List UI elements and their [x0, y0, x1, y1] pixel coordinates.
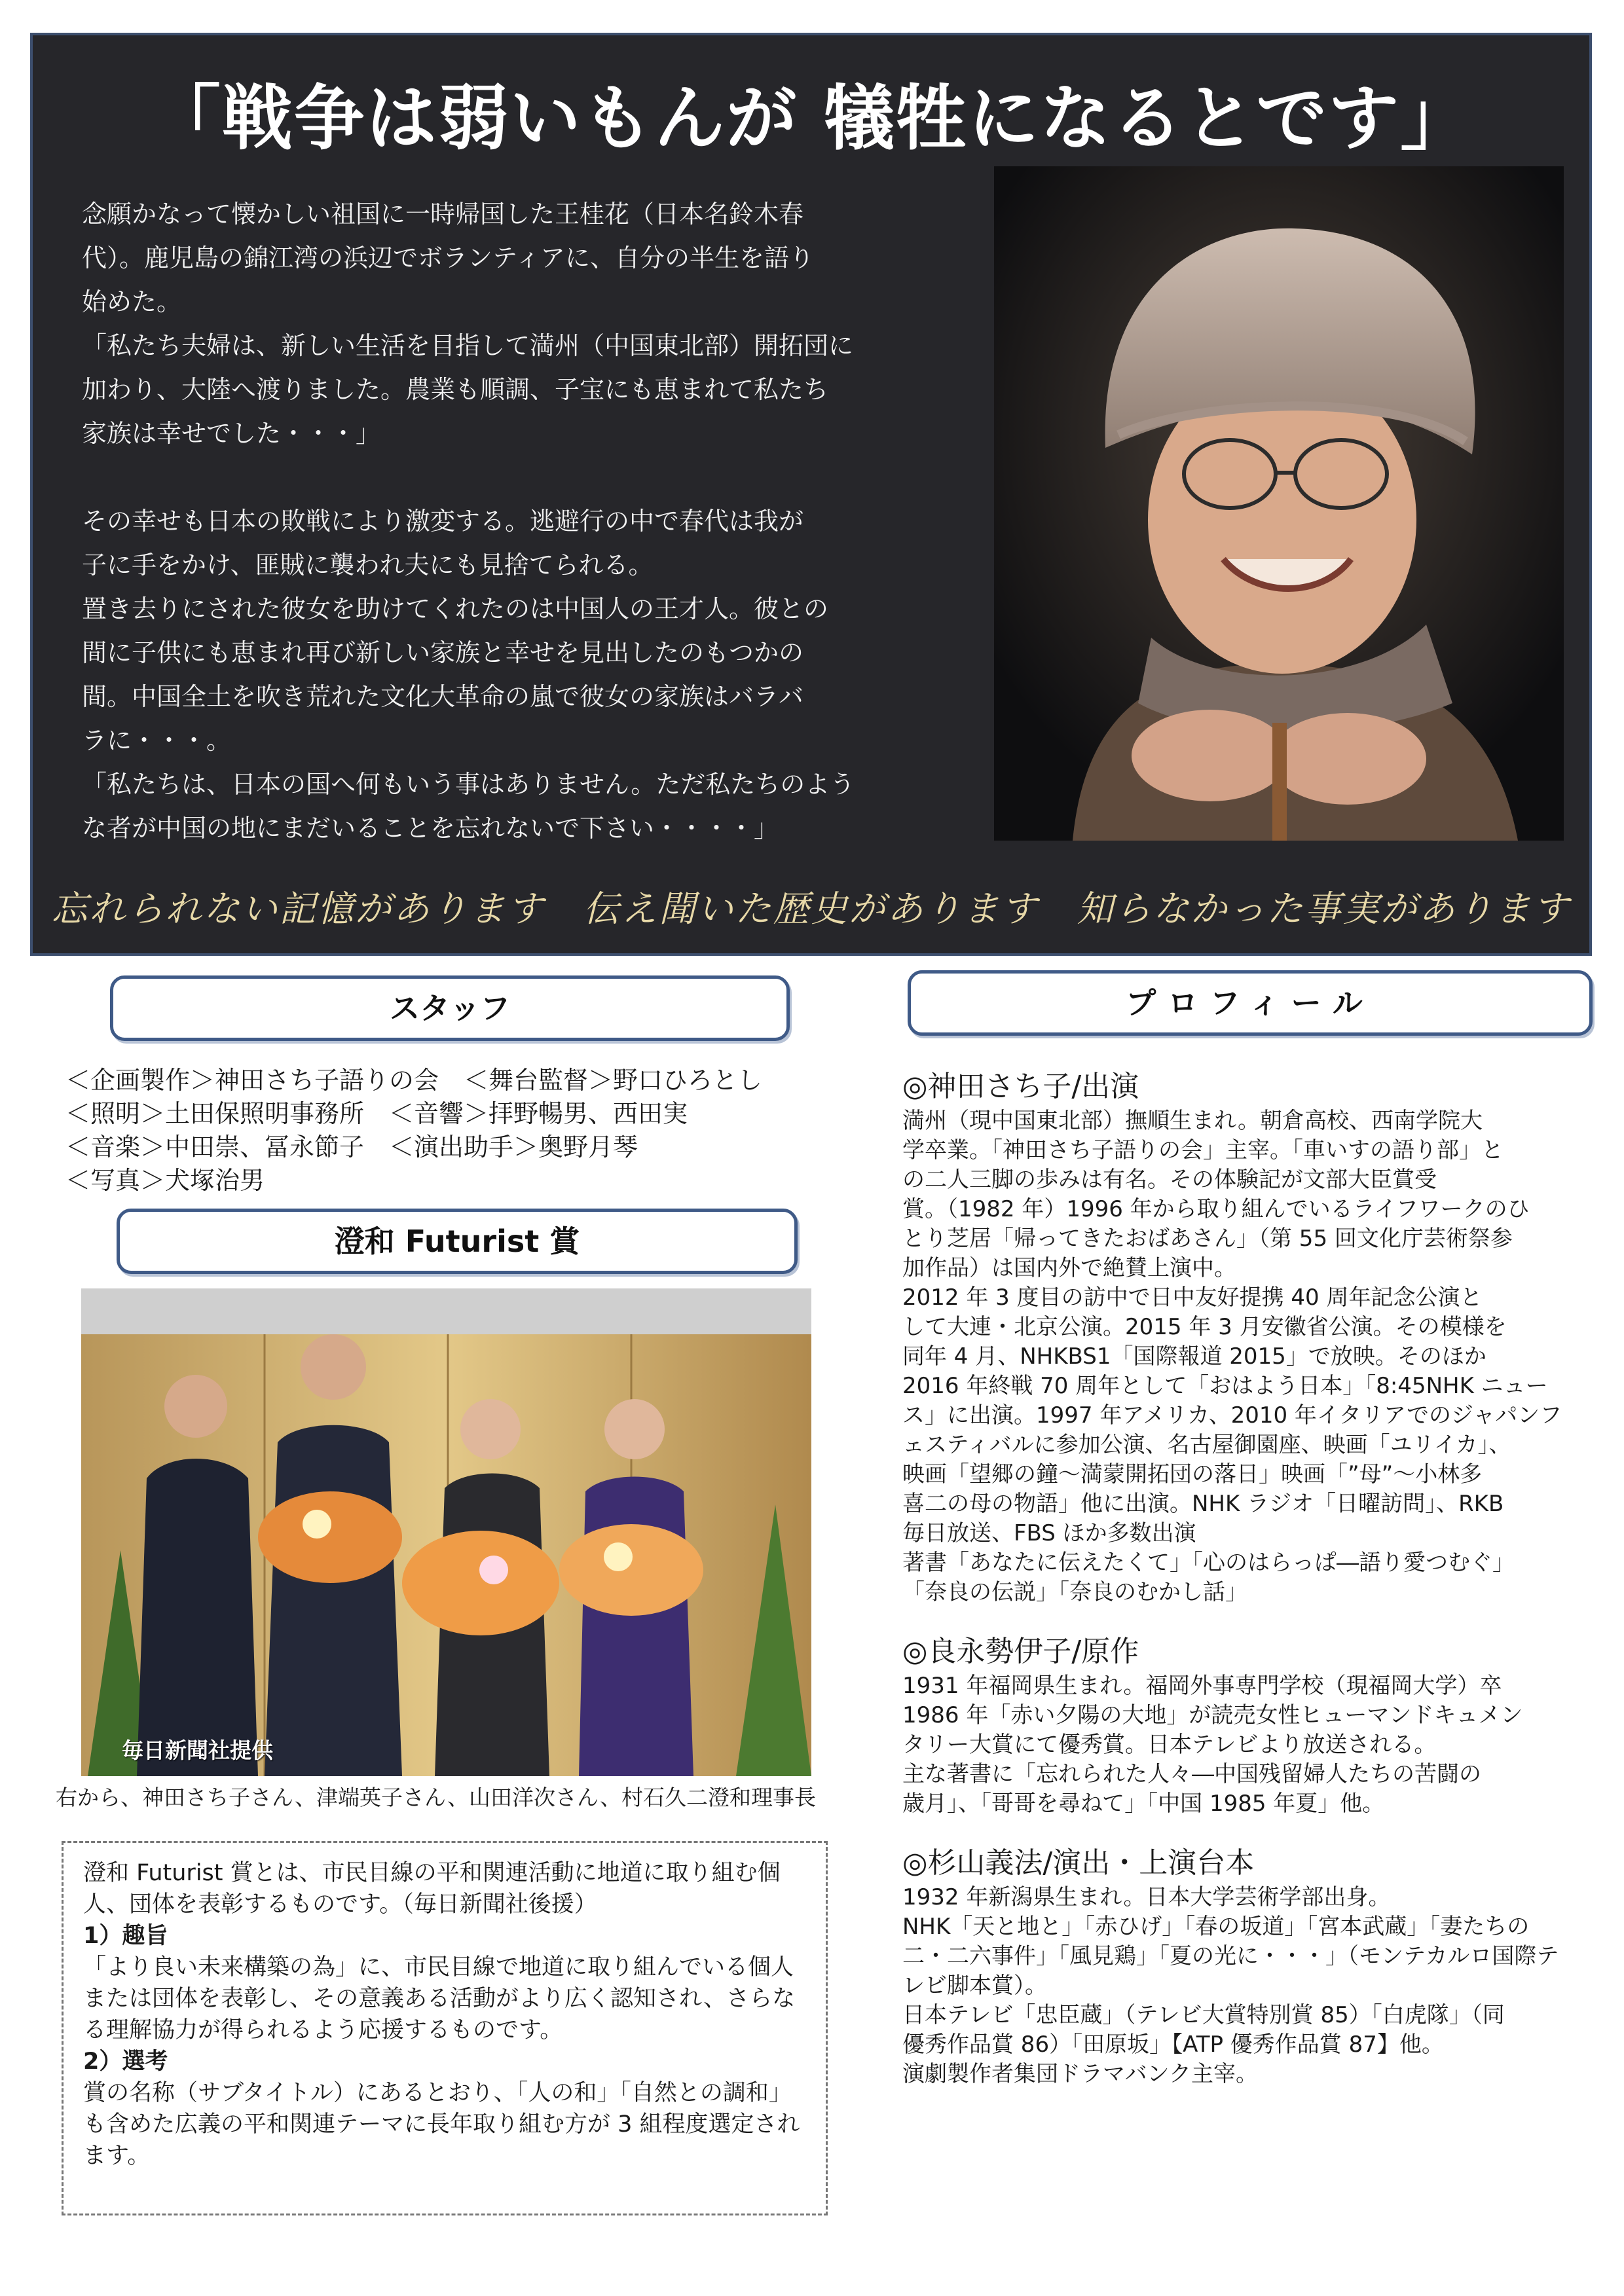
profile-name: ◎良永勢伊子/原作 — [902, 1635, 1139, 1668]
story-line: 「私たちは、日本の国へ何もいう事はありません。ただ私たちのよう — [82, 770, 855, 799]
profile-line: 歳月」、「哥哥を尋ねて」「中国 1985 年夏」他。 — [902, 1791, 1385, 1817]
story-line: 子に手をかけ、匪賊に襲われ夫にも見捨てられる。 — [82, 551, 654, 579]
award-ceremony-photo — [81, 1288, 811, 1776]
profile-line: 1931 年福岡県生まれ。福岡外事専門学校（現福岡大学）卒 — [902, 1673, 1502, 1699]
profile-line: の二人三脚の歩みは有名。その体験記が文部大臣賞受 — [902, 1167, 1437, 1193]
award-selection-text: 賞の名称（サブタイトル）にあるとおり、「人の和」「自然との調和」も含めた広義の平和関連テーマに長年取り組む方が 3 組程度選定されます。 — [83, 2080, 800, 2169]
profile-line: 加作品）は国内外で絶賛上演中。 — [902, 1255, 1236, 1281]
profile-name: ◎杉山義法/演出・上演台本 — [902, 1846, 1255, 1880]
paragraph-gap — [82, 456, 927, 500]
profile-line: とり芝居「帰ってきたおばあさん」（第 55 回文化庁芸術祭参 — [902, 1226, 1513, 1252]
staff-line: ＜写真＞犬塚治男 — [65, 1166, 265, 1195]
story-line: 代）。鹿児島の錦江湾の浜辺でボランティアに、自分の半生を語り — [82, 244, 814, 272]
profile-line: 二・二六事件」「風見鶏」「夏の光に・・・」（モンテカルロ国際テ — [902, 1943, 1559, 1969]
award-heading: 澄和 Futurist 賞 — [117, 1209, 798, 1274]
profile-line: レビ脚本賞）。 — [902, 1973, 1047, 1999]
staff-line: ＜企画製作＞神田さち子語りの会 ＜舞台監督＞野口ひろとし — [65, 1066, 763, 1095]
award-purpose-heading: 1）趣旨 — [83, 1923, 168, 1949]
profile-line: NHK「天と地と」「赤ひげ」「春の坂道」「宮本武蔵」「妻たちの — [902, 1914, 1530, 1940]
profile-line: 2016 年終戦 70 周年として「おはよう日本」「8:45NHK ニュー — [902, 1373, 1548, 1399]
photo-credit: 毎日新聞社提供 — [122, 1738, 273, 1763]
profile-line: タリー大賞にて優秀賞。日本テレビより放送される。 — [902, 1732, 1437, 1758]
profile-line: 演劇製作者集団ドラマバンク主宰。 — [902, 2061, 1258, 2087]
story-line: その幸せも日本の敗戦により激変する。逃避行の中で春代は我が — [82, 507, 804, 536]
award-purpose-text: 「より良い未来構築の為」に、市民目線で地道に取り組んでいる個人または団体を表彰し、その意義ある活動がより広く認知され、さらなる理解協力が得られるよう応援するものです。 — [83, 1954, 796, 2043]
hero-story — [82, 192, 927, 850]
profile-line: 2012 年 3 度目の訪中で日中友好提携 40 周年記念公演と — [902, 1285, 1483, 1311]
story-line: ラに・・・。 — [82, 726, 232, 755]
profile-line: 著書「あなたに伝えたくて」「心のはらっぱ―語り愛つむぐ」 — [902, 1550, 1515, 1576]
staff-line: ＜音楽＞中田崇、冨永節子 ＜演出助手＞奥野月琴 — [65, 1133, 638, 1161]
story-line: 「私たち夫婦は、新しい生活を目指して満州（中国東北部）開拓団に — [82, 331, 854, 360]
profile-line: 学卒業。「神田さち子語りの会」主宰。「車いすの語り部」と — [902, 1137, 1504, 1163]
staff-line: ＜照明＞土田保照明事務所 ＜音響＞拝野暢男、西田実 — [65, 1099, 688, 1128]
staff-heading: スタッフ — [110, 975, 790, 1041]
portrait-illustration — [994, 166, 1564, 841]
profile-line: して大連・北京公演。2015 年 3 月安徽省公演。その模様を — [902, 1314, 1507, 1340]
award-selection-heading: 2）選考 — [83, 2049, 168, 2075]
award-description-box — [62, 1841, 828, 2215]
profile-section — [902, 1067, 1596, 2089]
profile-line: 賞。（1982 年）1996 年から取り組んでいるライフワークのひ — [902, 1196, 1530, 1222]
profile-line: 日本テレビ「忠臣蔵」（テレビ大賞特別賞 85）「白虎隊」（同 — [902, 2002, 1505, 2028]
story-line: 家族は幸せでした・・・」 — [82, 419, 381, 448]
profile-gap — [902, 1819, 1596, 1844]
story-line: 置き去りにされた彼女を助けてくれたのは中国人の王才人。彼との — [82, 594, 829, 623]
award-intro: 澄和 Futurist 賞とは、市民目線の平和関連活動に地道に取り組む個人、団体を表彰するものです。（毎日新聞社後援） — [83, 1860, 781, 1918]
story-line: な者が中国の地にまだいることを忘れないで下さい・・・・」 — [82, 814, 779, 843]
hero-tagline: 忘れられない記憶があります 伝え聞いた歴史があります 知らなかった事実があります — [51, 888, 1571, 930]
profile-line: ス」に出演。1997 年アメリカ、2010 年イタリアでのジャパンフ — [902, 1402, 1562, 1429]
story-line: 念願かなって懐かしい祖国に一時帰国した王桂花（日本名鈴木春 — [82, 200, 804, 228]
profile-line: 同年 4 月、NHKBS1「国際報道 2015」で放映。そのほか — [902, 1343, 1486, 1370]
profile-line: 満州（現中国東北部）撫順生まれ。朝倉高校、西南学院大 — [902, 1108, 1483, 1134]
profile-heading: プロフィール — [908, 970, 1593, 1036]
performer-portrait-photo — [994, 166, 1564, 841]
story-line: 始めた。 — [82, 287, 182, 316]
profile-line: ェスティバルに参加公演、名古屋御園座、映画「ユリイカ」、 — [902, 1432, 1511, 1458]
profile-line: 1986 年「赤い夕陽の大地」が読売女性ヒューマンドキュメン — [902, 1702, 1523, 1728]
profile-line: 「奈良の伝説」「奈良のむかし話」 — [902, 1579, 1247, 1605]
profile-line: 映画「望郷の鐘～満蒙開拓団の落日」映画「”母”～小林多 — [902, 1461, 1483, 1487]
hero-title: 「戦争は弱いもんが 犠牲になるとです」 — [149, 78, 1473, 160]
profile-gap — [902, 1607, 1596, 1632]
profile-line: 喜二の母の物語」他に出演。NHK ラジオ「日曜訪問」、RKB — [902, 1491, 1504, 1517]
profile-line: 毎日放送、FBS ほか多数出演 — [902, 1520, 1196, 1546]
profile-line: 主な著書に「忘れられた人々―中国残留婦人たちの苦闘の — [902, 1761, 1481, 1787]
story-line: 間に子供にも恵まれ再び新しい家族と幸せを見出したのもつかの — [82, 638, 804, 667]
story-line: 間。中国全土を吹き荒れた文化大革命の嵐で彼女の家族はバラバ — [82, 682, 804, 711]
photo-caption: 右から、神田さち子さん、津端英子さん、山田洋次さん、村石久二澄和理事長 — [56, 1785, 816, 1810]
hero-banner — [30, 33, 1592, 956]
profile-line: 優秀作品賞 86）「田原坂」【ATP 優秀作品賞 87】他。 — [902, 2032, 1444, 2058]
story-line: 加わり、大陸へ渡りました。農業も順調、子宝にも恵まれて私たち — [82, 375, 829, 404]
profile-line: 1932 年新潟県生まれ。日本大学芸術学部出身。 — [902, 1884, 1391, 1910]
staff-list — [65, 1064, 838, 1197]
ceremony-illustration — [81, 1288, 811, 1776]
profile-name: ◎神田さち子/出演 — [902, 1070, 1139, 1103]
